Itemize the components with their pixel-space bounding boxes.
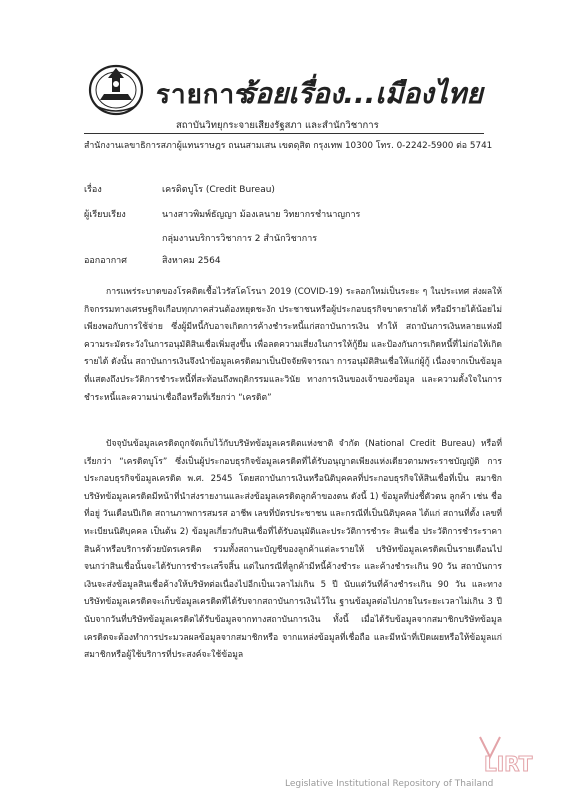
airdate-label: ออกอากาศ <box>84 256 127 266</box>
body-paragraph-2-text: ปัจจุบันข้อมูลเครดิตถูกจัดเก็บไว้กับบริษัทข้อมูลเครดิตแห่งชาติ จำกัด (National Credit Bureau) หรือที่ เรียกว่า “เครดิตบูโร” ซึ่งเป็นผู้ประกอบธุรกิจข้อมูลเครดิตที่ได้รับอนุญาตเพียงแห่งเดียวตามพระราชบัญญัติ การประกอบธุรกิจข้อมูลเครดิต พ.ศ. 2545 โดยสถาบันการเงินหรือนิติบุคคลที่ประกอบธุรกิจให้สินเชื่อที่เป็น สมาชิกบริษัทข้อมูลเครดิตมีหน้าที่นำส่งรายงานและส่งข้อมูลเครดิตลูกค้าของตน ดังนี้ 1) ข้อมูลที่บ่งชี้ตัวตน ลูกค้า เช่น ชื่อ ที่อยู่ วันเดือนปีเกิด สถานภาพการสมรส อาชีพ เลขที่บัตรประชาชน และกรณีที่เป็นนิติบุคคล ได้แก่ สถานที่ตั้ง เลขที่ทะเบียนนิติบุคคล เป็นต้น 2) ข้อมูลเกี่ยวกับสินเชื่อที่ได้รับอนุมัติและประวัติการชำระ สินเชื่อ ประวัติการชำระราคาสินค้าหรือบริการด้วยบัตรเครดิต รวมทั้งสถานะบัญชีของลูกค้าแต่ละรายให้ บริษัทข้อมูลเครดิตเป็นรายเดือนไปจนกว่าสินเชื่อนั้นจะได้รับการชำระเสร็จสิ้น แต่ในกรณีที่ลูกค้ามีหนี้ค้างชำระ และค้างชำระเกิน 90 วัน สถาบันการเงินจะส่งข้อมูลสินเชื่อค้างให้บริษัทต่อเนื่องไปอีกเป็นเวลาไม่เกิน 5 ปี นับแต่วันที่ค้างชำระเกิน 90 วัน และทางบริษัทข้อมูลเครดิตจะเก็บข้อมูลเครดิตที่ได้รับจากสถาบันการเงินไว้ใน ฐานข้อมูลต่อไปภายในระยะเวลาไม่เกิน 3 ปี นับจากวันที่บริษัทข้อมูลเครดิตได้รับข้อมูลจากทางสถาบันการเงิน ทั้งนี้ เมื่อได้รับข้อมูลจากสมาชิกบริษัทข้อมูลเครดิตจะต้องทำการประมวลผลข้อมูลจากสมาชิกหรือ จากแหล่งข้อมูลที่เชื่อถือ และมีหน้าที่เปิดเผยหรือให้ข้อมูลแก่สมาชิกหรือผู้ใช้บริการที่ประสงค์จะใช้ข้อมูล <box>84 439 502 661</box>
body-paragraph-1-text: การแพร่ระบาดของโรคติดเชื้อไวรัสโคโรนา 2019 (COVID-19) ระลอกใหม่เป็นระยะ ๆ ในประเทศ ส่งผลให้กิจกรรมทางเศรษฐกิจเกือบทุกภาคส่วนต้องหยุดชะงัก ประชาชนหรือผู้ประกอบธุรกิจขาดรายได้ หรือมีรายได้น้อยไม่เพียงพอกับการใช้จ่าย ซึ่งผู้มีหนี้กับอาจเกิดการค้างชำระหนี้แก่สถาบันการเงิน ทำให้ สถาบันการเงินหลายแห่งมีความระมัดระวังในการอนุมัติสินเชื่อเพิ่มสูงขึ้น เพื่อลดความเสี่ยงในการให้กู้ยืม และป้องกันการเกิดหนี้ที่ไม่ก่อให้เกิดรายได้ ดังนั้น สถาบันการเงินจึงนำข้อมูลเครดิตมาเป็นปัจจัยพิจารณา การอนุมัติสินเชื่อให้แก่ผู้กู้ เนื่องจากเป็นข้อมูลที่แสดงถึงประวัติการชำระหนี้ที่สะท้อนถึงพฤติกรรมและวินัย ทางการเงินของเจ้าของข้อมูล และความตั้งใจในการชำระหนี้และความน่าเชื่อถือหรือที่เรียกว่า “เครดิต” <box>84 287 502 403</box>
lirt-watermark-logo <box>478 735 542 775</box>
institution-subtitle: สถาบันวิทยุกระจายเสียงรัฐสภา และสำนักวิชาการ <box>176 120 379 131</box>
header-divider <box>84 133 484 134</box>
office-address: สำนักงานเลขาธิการสภาผู้แทนราษฎร ถนนสามเสน เขตดุสิต กรุงเทพ 10300 โทร. 0-2242-5900 ต่อ 5741 <box>84 141 493 151</box>
subject-label: เรื่อง <box>84 185 102 195</box>
program-title-prefix: รายการ <box>156 80 251 110</box>
body-paragraph-2 <box>84 436 502 665</box>
subject-value: เครดิตบูโร (Credit Bureau) <box>162 185 275 195</box>
body-paragraph-1 <box>84 284 502 407</box>
lirt-logo-text: LIRT <box>484 752 533 775</box>
author-label: ผู้เรียบเรียง <box>84 210 126 220</box>
author-value: นางสาวพิมพ์ธัญญา ม้องเลนาย วิทยากรชำนาญการ <box>162 210 361 220</box>
parliament-emblem-icon <box>86 60 146 118</box>
watermark-caption: Legislative Institutional Repository of Thailand <box>285 779 494 789</box>
author-unit: กลุ่มงานบริการวิชาการ 2 สำนักวิชาการ <box>162 234 318 244</box>
airdate-value: สิงหาคม 2564 <box>162 256 221 266</box>
program-title-emphasis: ร้อยเรื่อง...เมืองไทย <box>240 77 483 110</box>
